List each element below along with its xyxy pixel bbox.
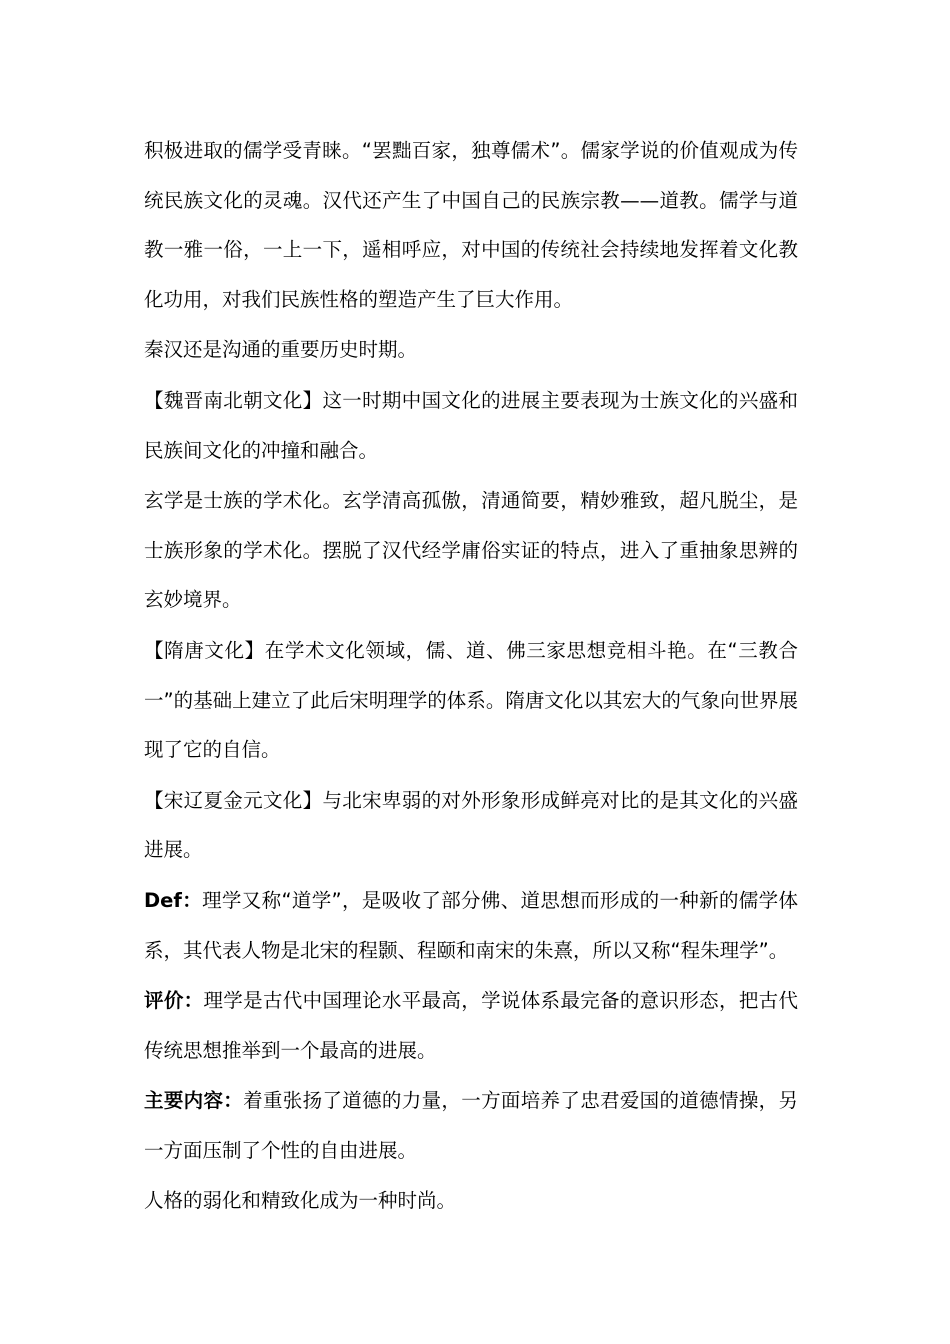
- paragraph-label: 主要内容：: [144, 1089, 244, 1113]
- paragraph-song-liao: [144, 776, 798, 875]
- paragraph-text: 玄学是士族的学术化。玄学清高孤傲，清通简要，精妙雅致，超凡脱尘，是士族形象的学术化。摆脱了汉代经学庸俗实证的特点，进入了重抽象思辨的玄妙境界。: [144, 489, 798, 612]
- paragraph-confucianism: [144, 126, 798, 324]
- paragraph-evaluation: [144, 976, 798, 1075]
- paragraph-text: 【宋辽夏金元文化】与北宋卑弱的对外形象形成鲜亮对比的是其文化的兴盛进展。: [144, 788, 798, 862]
- paragraph-wei-jin: [144, 376, 798, 475]
- paragraph-text: 人格的弱化和精致化成为一种时尚。: [144, 1189, 457, 1213]
- paragraph-text: 秦汉还是沟通的重要历史时期。: [144, 338, 418, 362]
- paragraph-definition: [144, 876, 798, 975]
- paragraph-text: 【魏晋南北朝文化】这一时期中国文化的进展主要表现为士族文化的兴盛和民族间文化的冲撞和融合。: [144, 388, 798, 462]
- paragraph-xuanxue: [144, 476, 798, 625]
- paragraph-label: 评价：: [144, 989, 204, 1013]
- paragraph-qin-han: [144, 325, 798, 375]
- paragraph-main-content: [144, 1076, 798, 1175]
- paragraph-text: 理学又称“道学”，是吸收了部分佛、道思想而形成的一种新的儒学体系，其代表人物是北宋的程颢、程颐和南宋的朱熹，所以又称“程朱理学”。: [144, 888, 798, 962]
- paragraph-label: Def：: [144, 888, 203, 912]
- paragraph-text: 理学是古代中国理论水平最高，学说体系最完备的意识形态，把古代传统思想推举到一个最高的进展。: [144, 989, 798, 1062]
- paragraph-sui-tang: [144, 626, 798, 775]
- paragraph-text: 着重张扬了道德的力量，一方面培养了忠君爱国的道德情操，另一方面压制了个性的自由进展。: [144, 1089, 798, 1162]
- paragraph-text: 积极进取的儒学受青睐。“罢黜百家，独尊儒术”。儒家学说的价值观成为传统民族文化的灵魂。汉代还产生了中国自己的民族宗教——道教。儒学与道教一雅一俗，一上一下，遥相呼应，对中国的传统社会持续地发挥着文化教化功用，对我们民族性格的塑造产生了巨大作用。: [144, 139, 798, 311]
- document-body: [144, 126, 798, 1227]
- paragraph-text: 【隋唐文化】在学术文化领域，儒、道、佛三家思想竞相斗艳。在“三教合一”的基础上建立了此后宋明理学的体系。隋唐文化以其宏大的气象向世界展现了它的自信。: [144, 638, 798, 762]
- paragraph-personality: [144, 1176, 798, 1226]
